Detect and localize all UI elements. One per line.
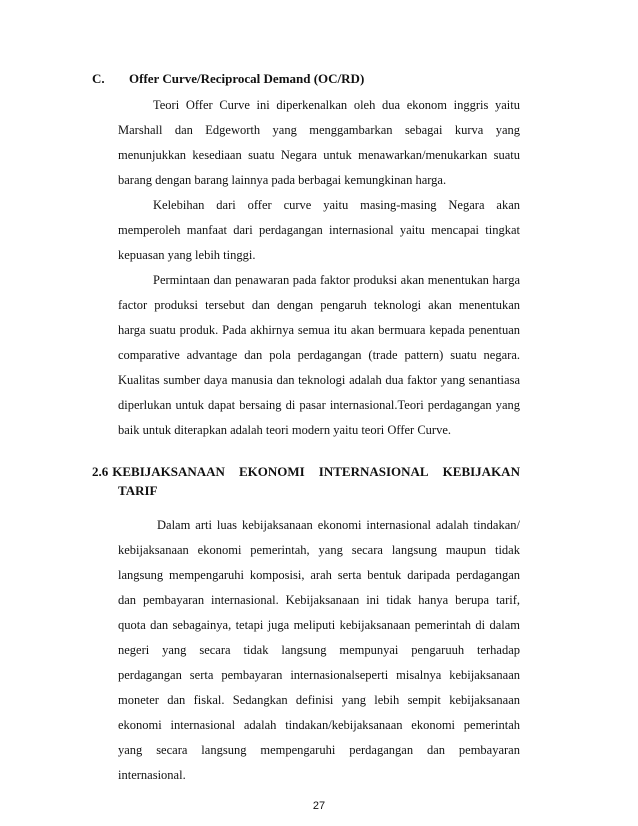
paragraph-line: diperlukan untuk dapat bersaing di pasar internasional.Teori perdagangan yang bbox=[118, 398, 520, 412]
paragraph-line: baik untuk diterapkan adalah teori modern yaitu teori Offer Curve. bbox=[118, 423, 451, 437]
paragraph-line: Kualitas sumber daya manusia dan teknologi adalah dua faktor yang senantiasa bbox=[118, 373, 520, 387]
paragraph-line: factor produksi tersebut dan dengan pengaruh teknologi akan menentukan bbox=[118, 298, 520, 312]
paragraph-line: moneter dan fiskal. Sedangkan definisi yang lebih sempit kebijaksanaan bbox=[118, 693, 520, 707]
paragraph-line: ekonomi internasional adalah tindakan/kebijaksanaan ekonomi pemerintah bbox=[118, 718, 520, 732]
paragraph-line: kebijaksanaan ekonomi pemerintah, yang secara langsung maupun tidak bbox=[118, 543, 520, 557]
paragraph-line: kepuasan yang lebih tinggi. bbox=[118, 248, 256, 262]
page-number: 27 bbox=[312, 800, 326, 812]
paragraph-line: perdagangan serta pembayaran internasionalseperti misalnya kebijaksanaan bbox=[118, 668, 520, 682]
section-2-6-title-word: EKONOMI bbox=[239, 464, 305, 479]
paragraph-line: negeri yang secara tidak langsung mempunyai pengaruuh terhadap bbox=[118, 643, 520, 657]
section-2-6-title-word: INTERNASIONAL bbox=[318, 464, 429, 479]
paragraph-line: dan pembayaran internasional. Kebijaksanaan ini tidak hanya berupa tarif, bbox=[118, 593, 520, 607]
section-c-title: Offer Curve/Reciprocal Demand (OC/RD) bbox=[129, 71, 365, 86]
paragraph-line: comparative advantage dan pola perdagangan (trade pattern) suatu negara. bbox=[118, 348, 520, 362]
section-c-number: C. bbox=[92, 71, 105, 86]
paragraph-line: menunjukkan kesediaan suatu Negara untuk menawarkan/menukarkan suatu bbox=[118, 148, 520, 162]
paragraph-line: Permintaan dan penawaran pada faktor produksi akan menentukan harga bbox=[153, 273, 520, 287]
paragraph-line: internasional. bbox=[118, 768, 186, 782]
paragraph-line: yang secara langsung mempengaruhi perdagangan dan pembayaran bbox=[118, 743, 520, 757]
paragraph-line: Marshall dan Edgeworth yang menggambarkan sebagai kurva yang bbox=[118, 123, 520, 137]
paragraph-line: barang dengan barang lainnya pada berbagai kemungkinan harga. bbox=[118, 173, 447, 187]
section-2-6-title-word: KEBIJAKAN bbox=[442, 464, 520, 479]
paragraph-line: Dalam arti luas kebijaksanaan ekonomi internasional adalah tindakan/ bbox=[157, 518, 520, 532]
section-2-6-title-word: KEBIJAKSANAAN bbox=[112, 464, 225, 479]
paragraph-line: langsung mempengaruhi komposisi, arah serta bentuk daripada perdagangan bbox=[118, 568, 520, 582]
section-2-6-number: 2.6 bbox=[92, 464, 109, 479]
section-2-6-title-line2: TARIF bbox=[118, 483, 158, 498]
paragraph-line: harga suatu produk. Pada akhirnya semua itu akan bermuara kepada penentuan bbox=[118, 323, 520, 337]
paragraph-line: quota dan sebagainya, tetapi juga meliputi kebijaksanaan pemerintah di dalam bbox=[118, 618, 520, 632]
paragraph-line: Kelebihan dari offer curve yaitu masing-masing Negara akan bbox=[153, 198, 520, 212]
paragraph-line: Teori Offer Curve ini diperkenalkan oleh dua ekonom inggris yaitu bbox=[153, 98, 520, 112]
paragraph-line: memperoleh manfaat dari perdagangan internasional yaitu mencapai tingkat bbox=[118, 223, 520, 237]
section-2-6-heading bbox=[92, 464, 520, 480]
